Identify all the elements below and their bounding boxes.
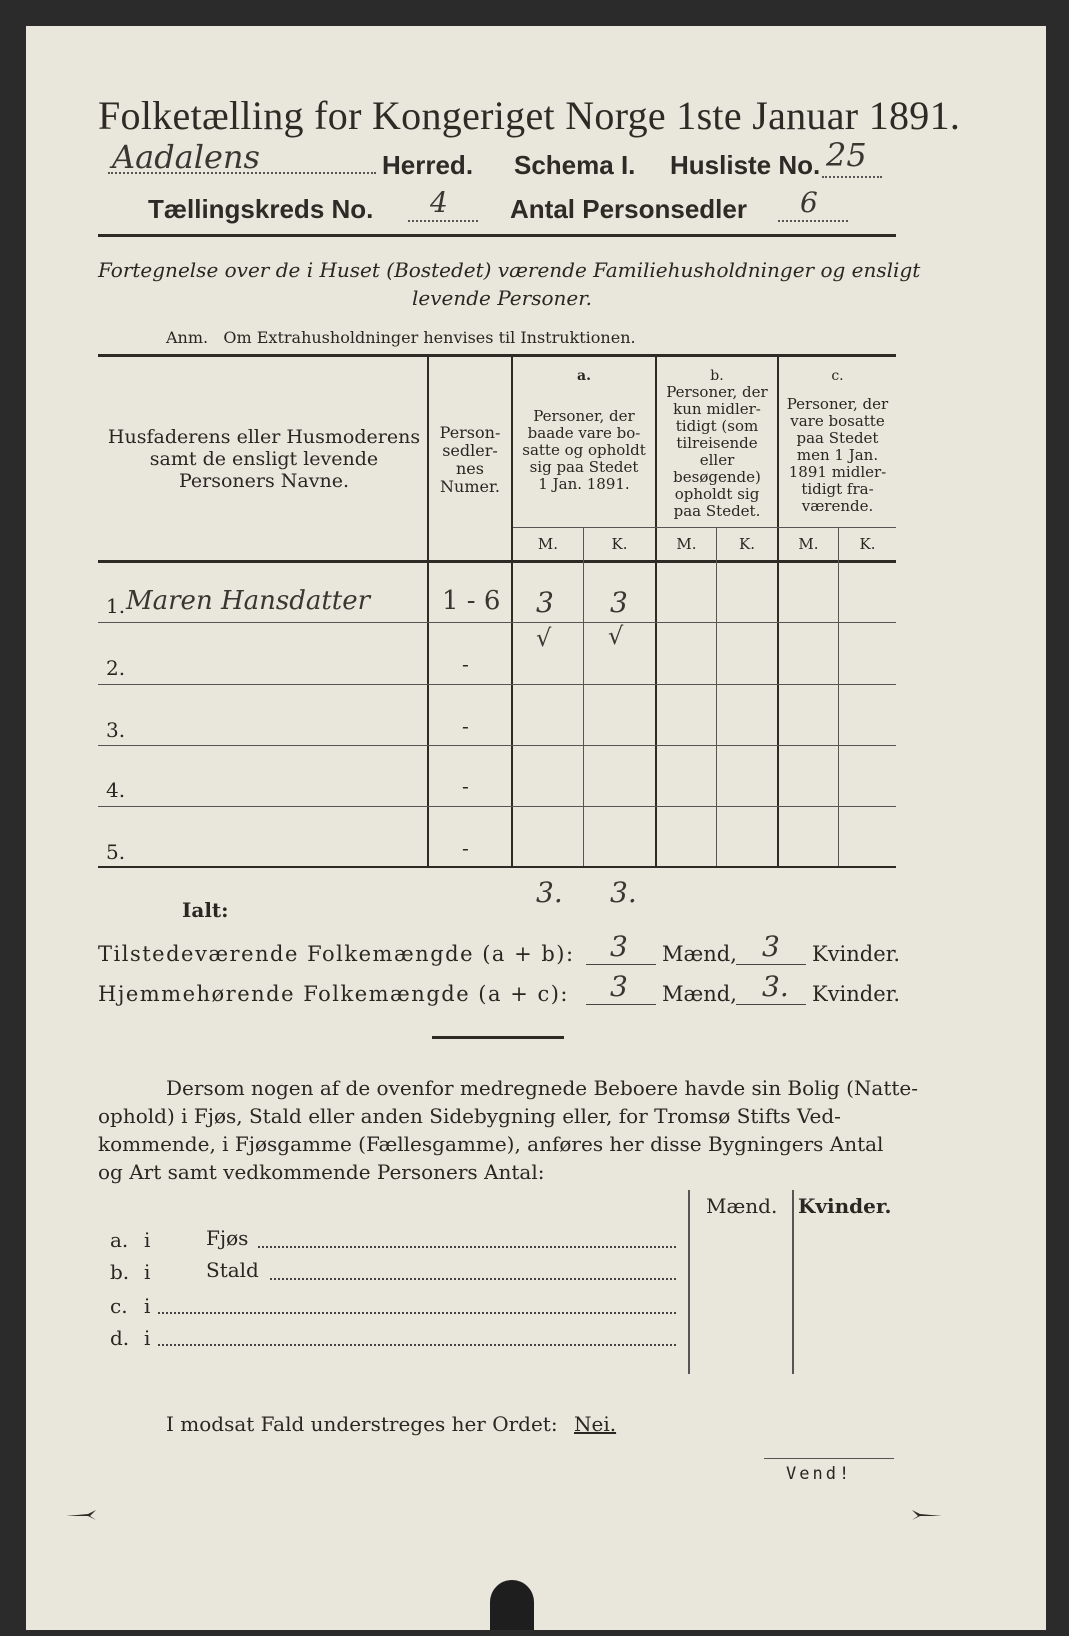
row-2-number: 2. <box>106 656 126 680</box>
hjemme-k-value: 3. <box>762 970 789 1003</box>
taellingskreds-dotline <box>408 220 478 222</box>
ialt-m: 3. <box>536 876 563 909</box>
right-arrow-icon <box>912 1510 942 1520</box>
row-rule-4 <box>98 806 896 807</box>
row-rule-3 <box>98 745 896 746</box>
vend-rule <box>764 1458 894 1459</box>
row-1-a-k: 3 <box>610 586 628 619</box>
col-a-mk-divider <box>583 528 584 866</box>
header-rule <box>98 234 896 237</box>
table-bottom-rule <box>98 866 896 868</box>
section-divider <box>432 1036 564 1039</box>
hjemme-kvinder: Kvinder. <box>812 982 901 1006</box>
vend-text: Vend! <box>786 1464 853 1484</box>
tilstede-kvinder: Kvinder. <box>812 942 901 966</box>
tilstede-maend: Mænd, <box>662 942 737 966</box>
hjemme-k-line <box>736 1004 806 1005</box>
husliste-label: Husliste No. <box>670 150 821 180</box>
col-c-mk-divider <box>838 528 839 866</box>
husliste-dotline <box>822 176 882 178</box>
form-title: Folketælling for Kongeriget Norge 1ste Januar 1891. <box>98 93 961 138</box>
col-a-m-label: M. <box>537 535 559 553</box>
modsat-text: I modsat Fald understreges her Ordet: <box>166 1412 558 1436</box>
tilstede-m-value: 3 <box>610 930 628 963</box>
tilstede-label: Tilstedeværende Folkemængde (a + b): <box>98 942 575 966</box>
row-5-number: 5. <box>106 840 126 864</box>
paragraph-line3: kommende, i Fjøsgamme (Fællesgamme), anføres her disse Bygningers Antal <box>98 1132 884 1156</box>
building-a-letter: a. <box>110 1228 129 1252</box>
intro-line1: Fortegnelse over de i Huset (Bostedet) værende Familiehusholdninger og ensligt <box>98 258 921 282</box>
tilstede-k-line <box>736 964 806 965</box>
anm-note: Anm. Om Extrahusholdninger henvises til Instruktionen. <box>166 328 636 347</box>
husliste-value: 25 <box>826 136 867 174</box>
row-rule-2 <box>98 684 896 685</box>
row-3-numer: - <box>462 714 469 738</box>
buildings-maend-header: Mænd. <box>706 1194 778 1218</box>
col-c-letter: c. <box>831 368 844 384</box>
row-2-a-k: √ <box>608 622 624 650</box>
buildings-divider-2 <box>792 1190 794 1374</box>
col-c-header: Personer, der vare bosatte paa Stedet men 1 Jan. 1891 midler- tidigt fra- værende. <box>786 395 889 515</box>
col-b-header: Personer, der kun midler- tidigt (som tilreisende eller besøgende) opholdt sig paa Stedet. <box>666 383 768 520</box>
building-d-letter: d. <box>110 1326 130 1350</box>
building-c-letter: c. <box>110 1294 128 1318</box>
buildings-kvinder-header: Kvinder. <box>798 1194 892 1218</box>
paragraph-line2: ophold) i Fjøs, Stald eller anden Sidebygning eller, for Tromsø Stifts Ved- <box>98 1104 841 1128</box>
building-d-leader <box>158 1344 676 1346</box>
row-3-number: 3. <box>106 718 126 742</box>
building-b-letter: b. <box>110 1260 130 1284</box>
row-1-number: 1. <box>106 594 126 618</box>
herred-value: Aadalens <box>112 138 260 176</box>
mk-top-rule <box>513 527 896 528</box>
intro-line2: levende Personer. <box>412 286 592 310</box>
hjemme-label: Hjemmehørende Folkemængde (a + c): <box>98 982 569 1006</box>
row-1-name: Maren Hansdatter <box>126 586 371 616</box>
col-b-k-label: K. <box>739 535 755 553</box>
census-form-page <box>26 26 1046 1630</box>
col-numer-header: Person- sedler- nes Numer. <box>439 423 501 496</box>
paragraph-line1: Dersom nogen af de ovenfor medregnede Beboere havde sin Bolig (Natte- <box>166 1076 919 1100</box>
ialt-k: 3. <box>610 876 637 909</box>
row-5-numer: - <box>462 836 469 860</box>
building-d-i: i <box>144 1326 151 1350</box>
building-b-label: Stald <box>206 1258 259 1282</box>
col-a-k-label: K. <box>611 535 628 553</box>
building-a-label: Fjøs <box>206 1226 249 1250</box>
nei-word: Nei. <box>574 1412 617 1436</box>
herred-label: Herred. <box>382 150 474 180</box>
antal-dotline <box>778 220 848 222</box>
row-2-numer: - <box>462 652 469 676</box>
paragraph-line4: og Art samt vedkommende Personers Antal: <box>98 1160 545 1184</box>
tilstede-k-value: 3 <box>762 930 780 963</box>
building-c-leader <box>158 1312 676 1314</box>
ialt-label: Ialt: <box>182 898 229 922</box>
building-b-leader <box>270 1278 676 1280</box>
buildings-divider-1 <box>688 1190 690 1374</box>
left-arrow-icon <box>66 1510 96 1520</box>
binding-hole <box>490 1580 534 1630</box>
col-c-k-label: K. <box>859 535 876 553</box>
col-b-letter: b. <box>710 368 724 384</box>
row-4-number: 4. <box>106 778 126 802</box>
col-a-letter: a. <box>577 368 591 384</box>
row-1-numer: 1 - 6 <box>442 586 501 616</box>
row-4-numer: - <box>462 774 469 798</box>
hjemme-maend: Mænd, <box>662 982 737 1006</box>
hjemme-m-value: 3 <box>610 970 628 1003</box>
row-2-a-m: √ <box>536 624 552 652</box>
building-a-i: i <box>144 1228 151 1252</box>
row-1-a-m: 3 <box>536 586 554 619</box>
schema-label: Schema I. <box>514 150 636 180</box>
hjemme-m-line <box>586 1004 656 1005</box>
antal-value: 6 <box>800 186 818 219</box>
herred-dotline <box>108 172 376 174</box>
col-b-m-label: M. <box>676 535 697 553</box>
col-b-mk-divider <box>716 528 717 866</box>
col-c-m-label: M. <box>798 535 819 553</box>
col-a-header: Personer, der baade vare bo- satte og opholdt sig paa Stedet 1 Jan. 1891. <box>522 407 646 493</box>
building-a-leader <box>258 1246 676 1248</box>
col-names-header: Husfaderens eller Husmoderens samt de ensligt levende Personers Navne. <box>107 426 421 492</box>
taellingskreds-label: Tællingskreds No. <box>148 194 374 224</box>
building-b-i: i <box>144 1260 151 1284</box>
antal-label: Antal Personsedler <box>510 194 747 224</box>
building-c-i: i <box>144 1294 151 1318</box>
tilstede-m-line <box>586 964 656 965</box>
row-rule-1 <box>98 622 896 623</box>
taellingskreds-value: 4 <box>430 186 448 219</box>
